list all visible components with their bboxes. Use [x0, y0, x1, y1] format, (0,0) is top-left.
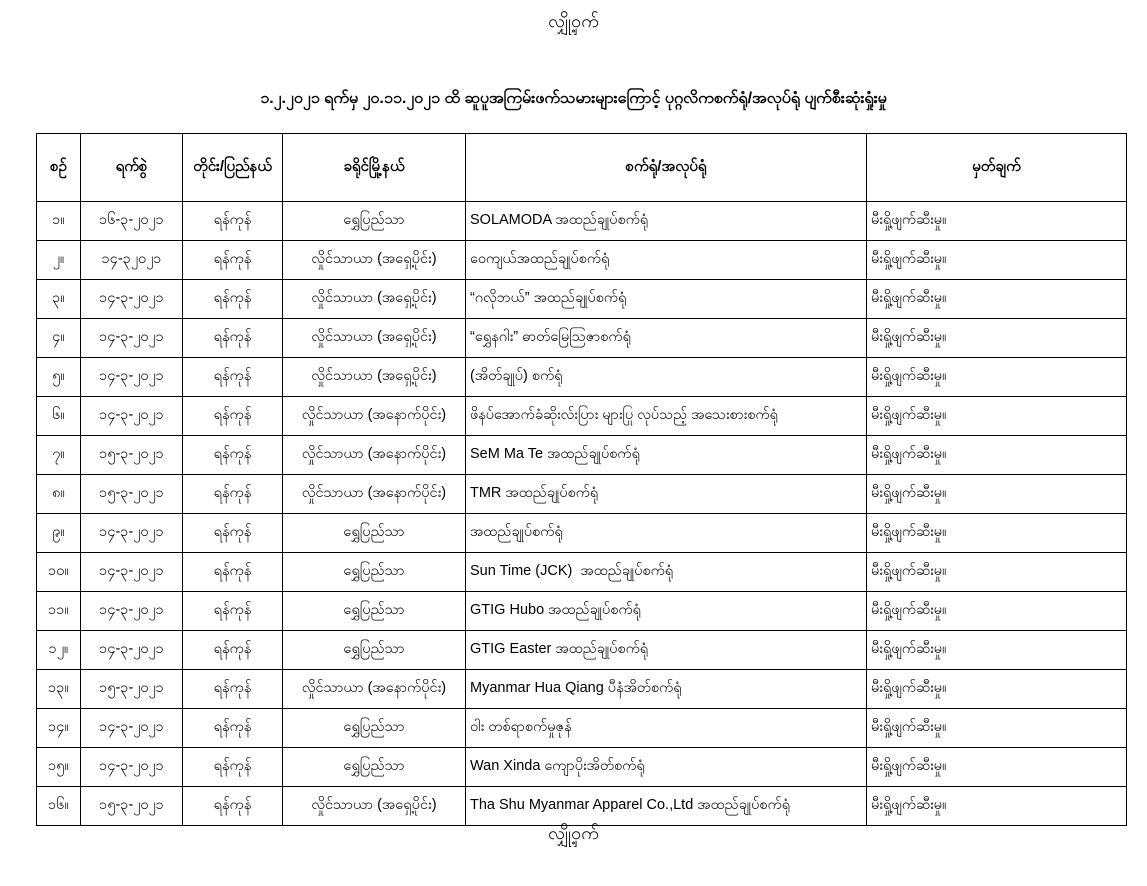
- cell-serial: ၃။: [37, 280, 81, 319]
- cell-region-state: ရန်ကုန်: [183, 241, 283, 280]
- cell-remark: မီးရှို့ဖျက်ဆီးမှု။: [867, 319, 1127, 358]
- cell-factory-name: အထည်ချုပ်စက်ရုံ: [466, 514, 867, 553]
- table-row: [37, 592, 1127, 631]
- cell-factory-name: ဝါး တစ်ရာစက်မှုဇုန်: [466, 709, 867, 748]
- cell-region-state: ရန်ကုန်: [183, 748, 283, 787]
- cell-factory-name: “ရွှေနဂါး” ဓာတ်မြေဩဇာစက်ရုံ: [466, 319, 867, 358]
- factory-damage-table: [36, 133, 1127, 826]
- cell-remark: မီးရှို့ဖျက်ဆီးမှု။: [867, 397, 1127, 436]
- cell-factory-name: Tha Shu Myanmar Apparel Co.,Ltd အထည်ချုပ်စက်ရုံ: [466, 787, 867, 826]
- table-row: [37, 514, 1127, 553]
- cell-date: ၁၄-၃-၂၀၂၁: [81, 709, 183, 748]
- table-row: [37, 553, 1127, 592]
- cell-district-township: ရွှေပြည်သာ: [283, 709, 466, 748]
- cell-district-township: လှိုင်သာယာ (အနောက်ပိုင်း): [283, 475, 466, 514]
- table-row: [37, 280, 1127, 319]
- cell-district-township: ရွှေပြည်သာ: [283, 631, 466, 670]
- cell-remark: မီးရှို့ဖျက်ဆီးမှု။: [867, 631, 1127, 670]
- cell-date: ၁၄-၃-၂၀၂၁: [81, 748, 183, 787]
- cell-remark: မီးရှို့ဖျက်ဆီးမှု။: [867, 241, 1127, 280]
- document-title: ၁.၂.၂၀၂၁ ရက်မှ ၂၀.၁၁.၂၀၂၁ ထိ ဆူပူအကြမ်းဖက်သမားများကြောင့် ပုဂ္ဂလိကစက်ရုံ/အလုပ်ရုံ ပျက်စီးဆုံးရှုံးမှု: [260, 90, 887, 107]
- cell-region-state: ရန်ကုန်: [183, 397, 283, 436]
- cell-serial: ၁။: [37, 202, 81, 241]
- cell-serial: ၇။: [37, 436, 81, 475]
- cell-region-state: ရန်ကုန်: [183, 436, 283, 475]
- table-row: [37, 241, 1127, 280]
- cell-remark: မီးရှို့ဖျက်ဆီးမှု။: [867, 475, 1127, 514]
- classification-label-top: လျှို့ဝှက်: [548, 11, 599, 31]
- cell-serial: ၁၂။: [37, 631, 81, 670]
- cell-date: ၁၄-၃-၂၀၂၁: [81, 553, 183, 592]
- cell-serial: ၁၆။: [37, 787, 81, 826]
- cell-district-township: လှိုင်သာယာ (အရှေ့ပိုင်း): [283, 358, 466, 397]
- table-row: [37, 202, 1127, 241]
- cell-serial: ၁၃။: [37, 670, 81, 709]
- cell-factory-name: SOLAMODA အထည်ချုပ်စက်ရုံ: [466, 202, 867, 241]
- classification-label-bottom: လျှို့ဝှက်: [548, 823, 599, 843]
- header-cell-date: ရက်စွဲ: [81, 134, 183, 202]
- cell-date: ၁၄-၃-၂၀၂၁: [81, 358, 183, 397]
- cell-factory-name: GTIG Easter အထည်ချုပ်စက်ရုံ: [466, 631, 867, 670]
- cell-region-state: ရန်ကုန်: [183, 553, 283, 592]
- cell-remark: မီးရှို့ဖျက်ဆီးမှု။: [867, 358, 1127, 397]
- table-body: [37, 202, 1127, 826]
- cell-date: ၁၄-၃-၂၀၂၁: [81, 514, 183, 553]
- header-cell-serial: စဉ်: [37, 134, 81, 202]
- cell-district-township: လှိုင်သာယာ (အရှေ့ပိုင်း): [283, 319, 466, 358]
- cell-district-township: လှိုင်သာယာ (အရှေ့ပိုင်း): [283, 241, 466, 280]
- cell-remark: မီးရှို့ဖျက်ဆီးမှု။: [867, 748, 1127, 787]
- cell-district-township: လှိုင်သာယာ (အနောက်ပိုင်း): [283, 436, 466, 475]
- header-cell-remark: မှတ်ချက်: [867, 134, 1127, 202]
- cell-serial: ၁၅။: [37, 748, 81, 787]
- cell-district-township: လှိုင်သာယာ (အရှေ့ပိုင်း): [283, 280, 466, 319]
- cell-district-township: ရွှေပြည်သာ: [283, 592, 466, 631]
- cell-serial: ၁၀။: [37, 553, 81, 592]
- cell-factory-name: ဝေကျယ်အထည်ချုပ်စက်ရုံ: [466, 241, 867, 280]
- table-row: [37, 748, 1127, 787]
- cell-remark: မီးရှို့ဖျက်ဆီးမှု။: [867, 592, 1127, 631]
- cell-remark: မီးရှို့ဖျက်ဆီးမှု။: [867, 514, 1127, 553]
- cell-date: ၁၅-၃-၂၀၂၁: [81, 436, 183, 475]
- table-row: [37, 358, 1127, 397]
- cell-district-township: ရွှေပြည်သာ: [283, 748, 466, 787]
- cell-region-state: ရန်ကုန်: [183, 475, 283, 514]
- cell-district-township: ရွှေပြည်သာ: [283, 514, 466, 553]
- cell-date: ၁၆-၃-၂၀၂၁: [81, 202, 183, 241]
- table-row: [37, 631, 1127, 670]
- cell-district-township: လှိုင်သာယာ (အနောက်ပိုင်း): [283, 397, 466, 436]
- cell-region-state: ရန်ကုန်: [183, 358, 283, 397]
- cell-region-state: ရန်ကုန်: [183, 280, 283, 319]
- cell-date: ၁၄-၃-၂၀၂၁: [81, 280, 183, 319]
- cell-region-state: ရန်ကုန်: [183, 787, 283, 826]
- cell-region-state: ရန်ကုန်: [183, 514, 283, 553]
- cell-region-state: ရန်ကုန်: [183, 631, 283, 670]
- cell-remark: မီးရှို့ဖျက်ဆီးမှု။: [867, 709, 1127, 748]
- cell-region-state: ရန်ကုန်: [183, 670, 283, 709]
- cell-district-township: လှိုင်သာယာ (အရှေ့ပိုင်း): [283, 787, 466, 826]
- cell-date: ၁၅-၃-၂၀၂၁: [81, 670, 183, 709]
- cell-factory-name: (အိတ်ချုပ်) စက်ရုံ: [466, 358, 867, 397]
- table-row: [37, 475, 1127, 514]
- cell-remark: မီးရှို့ဖျက်ဆီးမှု။: [867, 670, 1127, 709]
- cell-serial: ၁၄။: [37, 709, 81, 748]
- cell-region-state: ရန်ကုန်: [183, 592, 283, 631]
- cell-factory-name: Wan Xinda ကျောပိုးအိတ်စက်ရုံ: [466, 748, 867, 787]
- cell-date: ၁၅-၃-၂၀၂၁: [81, 787, 183, 826]
- cell-remark: မီးရှို့ဖျက်ဆီးမှု။: [867, 280, 1127, 319]
- cell-factory-name: GTIG Hubo အထည်ချုပ်စက်ရုံ: [466, 592, 867, 631]
- cell-remark: မီးရှို့ဖျက်ဆီးမှု။: [867, 202, 1127, 241]
- cell-district-township: ရွှေပြည်သာ: [283, 553, 466, 592]
- cell-date: ၁၅-၃-၂၀၂၁: [81, 475, 183, 514]
- cell-region-state: ရန်ကုန်: [183, 319, 283, 358]
- cell-factory-name: Myanmar Hua Qiang ပီနံအိတ်စက်ရုံ: [466, 670, 867, 709]
- cell-serial: ၂။: [37, 241, 81, 280]
- cell-factory-name: TMR အထည်ချုပ်စက်ရုံ: [466, 475, 867, 514]
- header-cell-district-township: ခရိုင်မြို့နယ်: [283, 134, 466, 202]
- header-cell-factory-name: စက်ရုံ/အလုပ်ရုံ: [466, 134, 867, 202]
- cell-serial: ၄။: [37, 319, 81, 358]
- cell-remark: မီးရှို့ဖျက်ဆီးမှု။: [867, 553, 1127, 592]
- table-row: [37, 397, 1127, 436]
- table-row: [37, 436, 1127, 475]
- cell-remark: မီးရှို့ဖျက်ဆီးမှု။: [867, 436, 1127, 475]
- cell-region-state: ရန်ကုန်: [183, 202, 283, 241]
- cell-serial: ၆။: [37, 397, 81, 436]
- table-row: [37, 670, 1127, 709]
- cell-factory-name: Sun Time (JCK) အထည်ချုပ်စက်ရုံ: [466, 553, 867, 592]
- cell-serial: ၉။: [37, 514, 81, 553]
- table-row: [37, 319, 1127, 358]
- cell-factory-name: SeM Ma Te အထည်ချုပ်စက်ရုံ: [466, 436, 867, 475]
- cell-date: ၁၄-၃-၂၀၂၁: [81, 397, 183, 436]
- header-cell-region-state: တိုင်း/ပြည်နယ်: [183, 134, 283, 202]
- cell-date: ၁၄-၃-၂၀၂၁: [81, 319, 183, 358]
- cell-date: ၁၄-၃-၂၀၂၁: [81, 592, 183, 631]
- cell-serial: ၁၁။: [37, 592, 81, 631]
- cell-factory-name: ဖိနပ်အောက်ခံဆိုးလ်းပြား များပြု လုပ်သည့် အသေးစားစက်ရုံ: [466, 397, 867, 436]
- table-row: [37, 709, 1127, 748]
- cell-district-township: ရွှေပြည်သာ: [283, 202, 466, 241]
- cell-region-state: ရန်ကုန်: [183, 709, 283, 748]
- table-header-row: [37, 134, 1127, 202]
- cell-remark: မီးရှို့ဖျက်ဆီးမှု။: [867, 787, 1127, 826]
- cell-date: ၁၄-၃၂၀၂၁: [81, 241, 183, 280]
- cell-factory-name: “ဂလိုဘယ်” အထည်ချုပ်စက်ရုံ: [466, 280, 867, 319]
- cell-district-township: လှိုင်သာယာ (အနောက်ပိုင်း): [283, 670, 466, 709]
- cell-date: ၁၄-၃-၂၀၂၁: [81, 631, 183, 670]
- cell-serial: ၅။: [37, 358, 81, 397]
- cell-serial: ၈။: [37, 475, 81, 514]
